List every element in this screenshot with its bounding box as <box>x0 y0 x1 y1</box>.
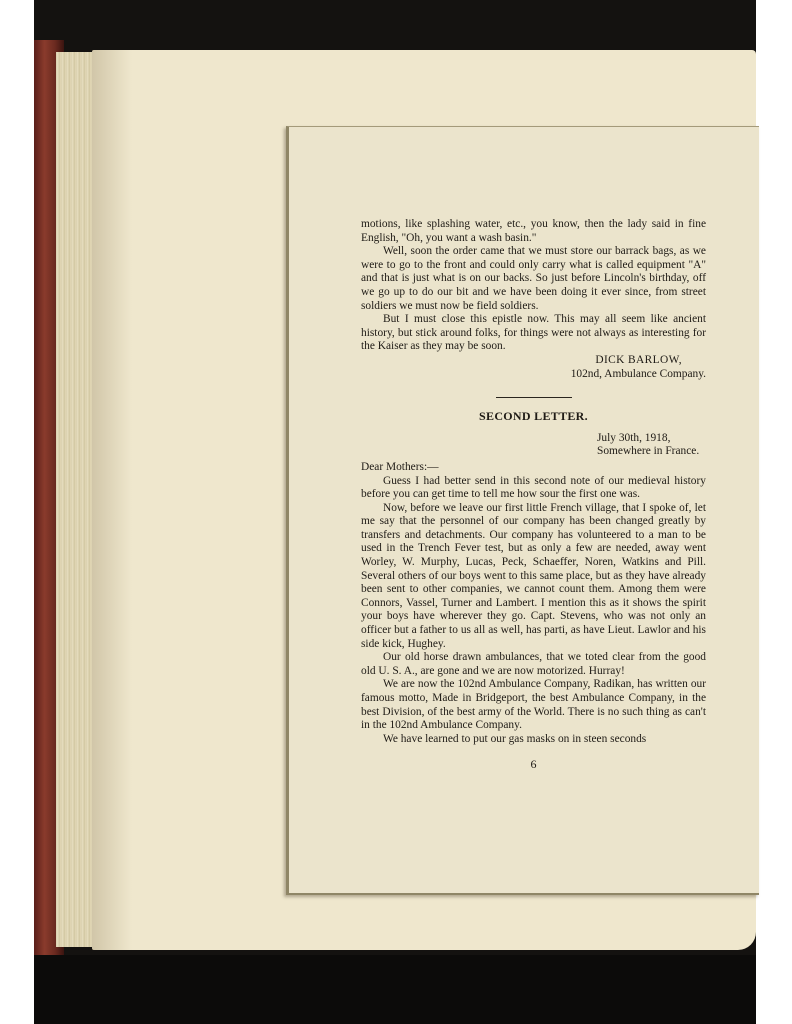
gutter-shadow <box>92 50 132 950</box>
letter-place: Somewhere in France. <box>597 445 700 458</box>
paragraph: We are now the 102nd Ambulance Company, Radikan, has written our famous motto, Made in Bridgeport, the best Ambulance Company, in the best Division, of the best army of the World. There is no such thing as can't in the 102nd Ambulance Company. <box>361 678 706 732</box>
scan-bottom-edge <box>34 955 756 1024</box>
paragraph: Well, soon the order came that we must store our barrack bags, as we were to go to the front and could only carry what is called equipment "A" and that is just what is on our backs. So just before Lincoln's birthday, off we go up to do our bit and we have been doing it ever since, from street soldiers we must now be field soldiers. <box>361 245 706 312</box>
paragraph: Now, before we leave our first little French village, that I spoke of, let me say that the personnel of our company has been changed greatly by transfers and detachments. Our company has volunteered to a man to be used in the Trench Fever test, but as only a few are needed, away went Worley, W. Murphy, Lucas, Peck, Schaeffer, Noren, Watkins and Pill. Several others of our boys went to this same place, but as they have already been sent to other companies, we cannot count them. Among them were Connors, Vassel, Turner and Lambert. I mention this as it shows the spirit your boys have wherever they go. Capt. Stevens, who was not only an officer but a father to us all as well, has parti, as have Lieut. Lawlor and his side kick, Hughey. <box>361 501 706 650</box>
salutation: Dear Mothers:— <box>361 460 439 473</box>
section-divider <box>496 397 572 398</box>
paragraph: Our old horse drawn ambulances, that we toted clear from the good old U. S. A., are gone and we are now motorized. Hurray! <box>361 651 706 677</box>
page-number: 6 <box>530 757 537 772</box>
signature-unit: 102nd, Ambulance Company. <box>570 367 706 380</box>
page-text <box>361 218 706 772</box>
paragraph: But I must close this epistle now. This may all seem like ancient history, but stick around folks, for things were not always as interesting for the Kaiser as they may be soon. <box>361 313 706 353</box>
paragraph: motions, like splashing water, etc., you know, then the lady said in fine English, "Oh, you want a wash basin." <box>361 218 706 244</box>
page-edges <box>56 52 96 947</box>
paragraph: We have learned to put our gas masks on in steen seconds <box>383 732 647 745</box>
paragraph: Guess I had better send in this second note of our medieval history before you can get time to tell me how sour the first one was. <box>361 474 706 501</box>
signature-name: DICK BARLOW, <box>595 353 682 366</box>
section-title: SECOND LETTER. <box>479 409 588 424</box>
letter-date: July 30th, 1918, <box>597 431 671 444</box>
